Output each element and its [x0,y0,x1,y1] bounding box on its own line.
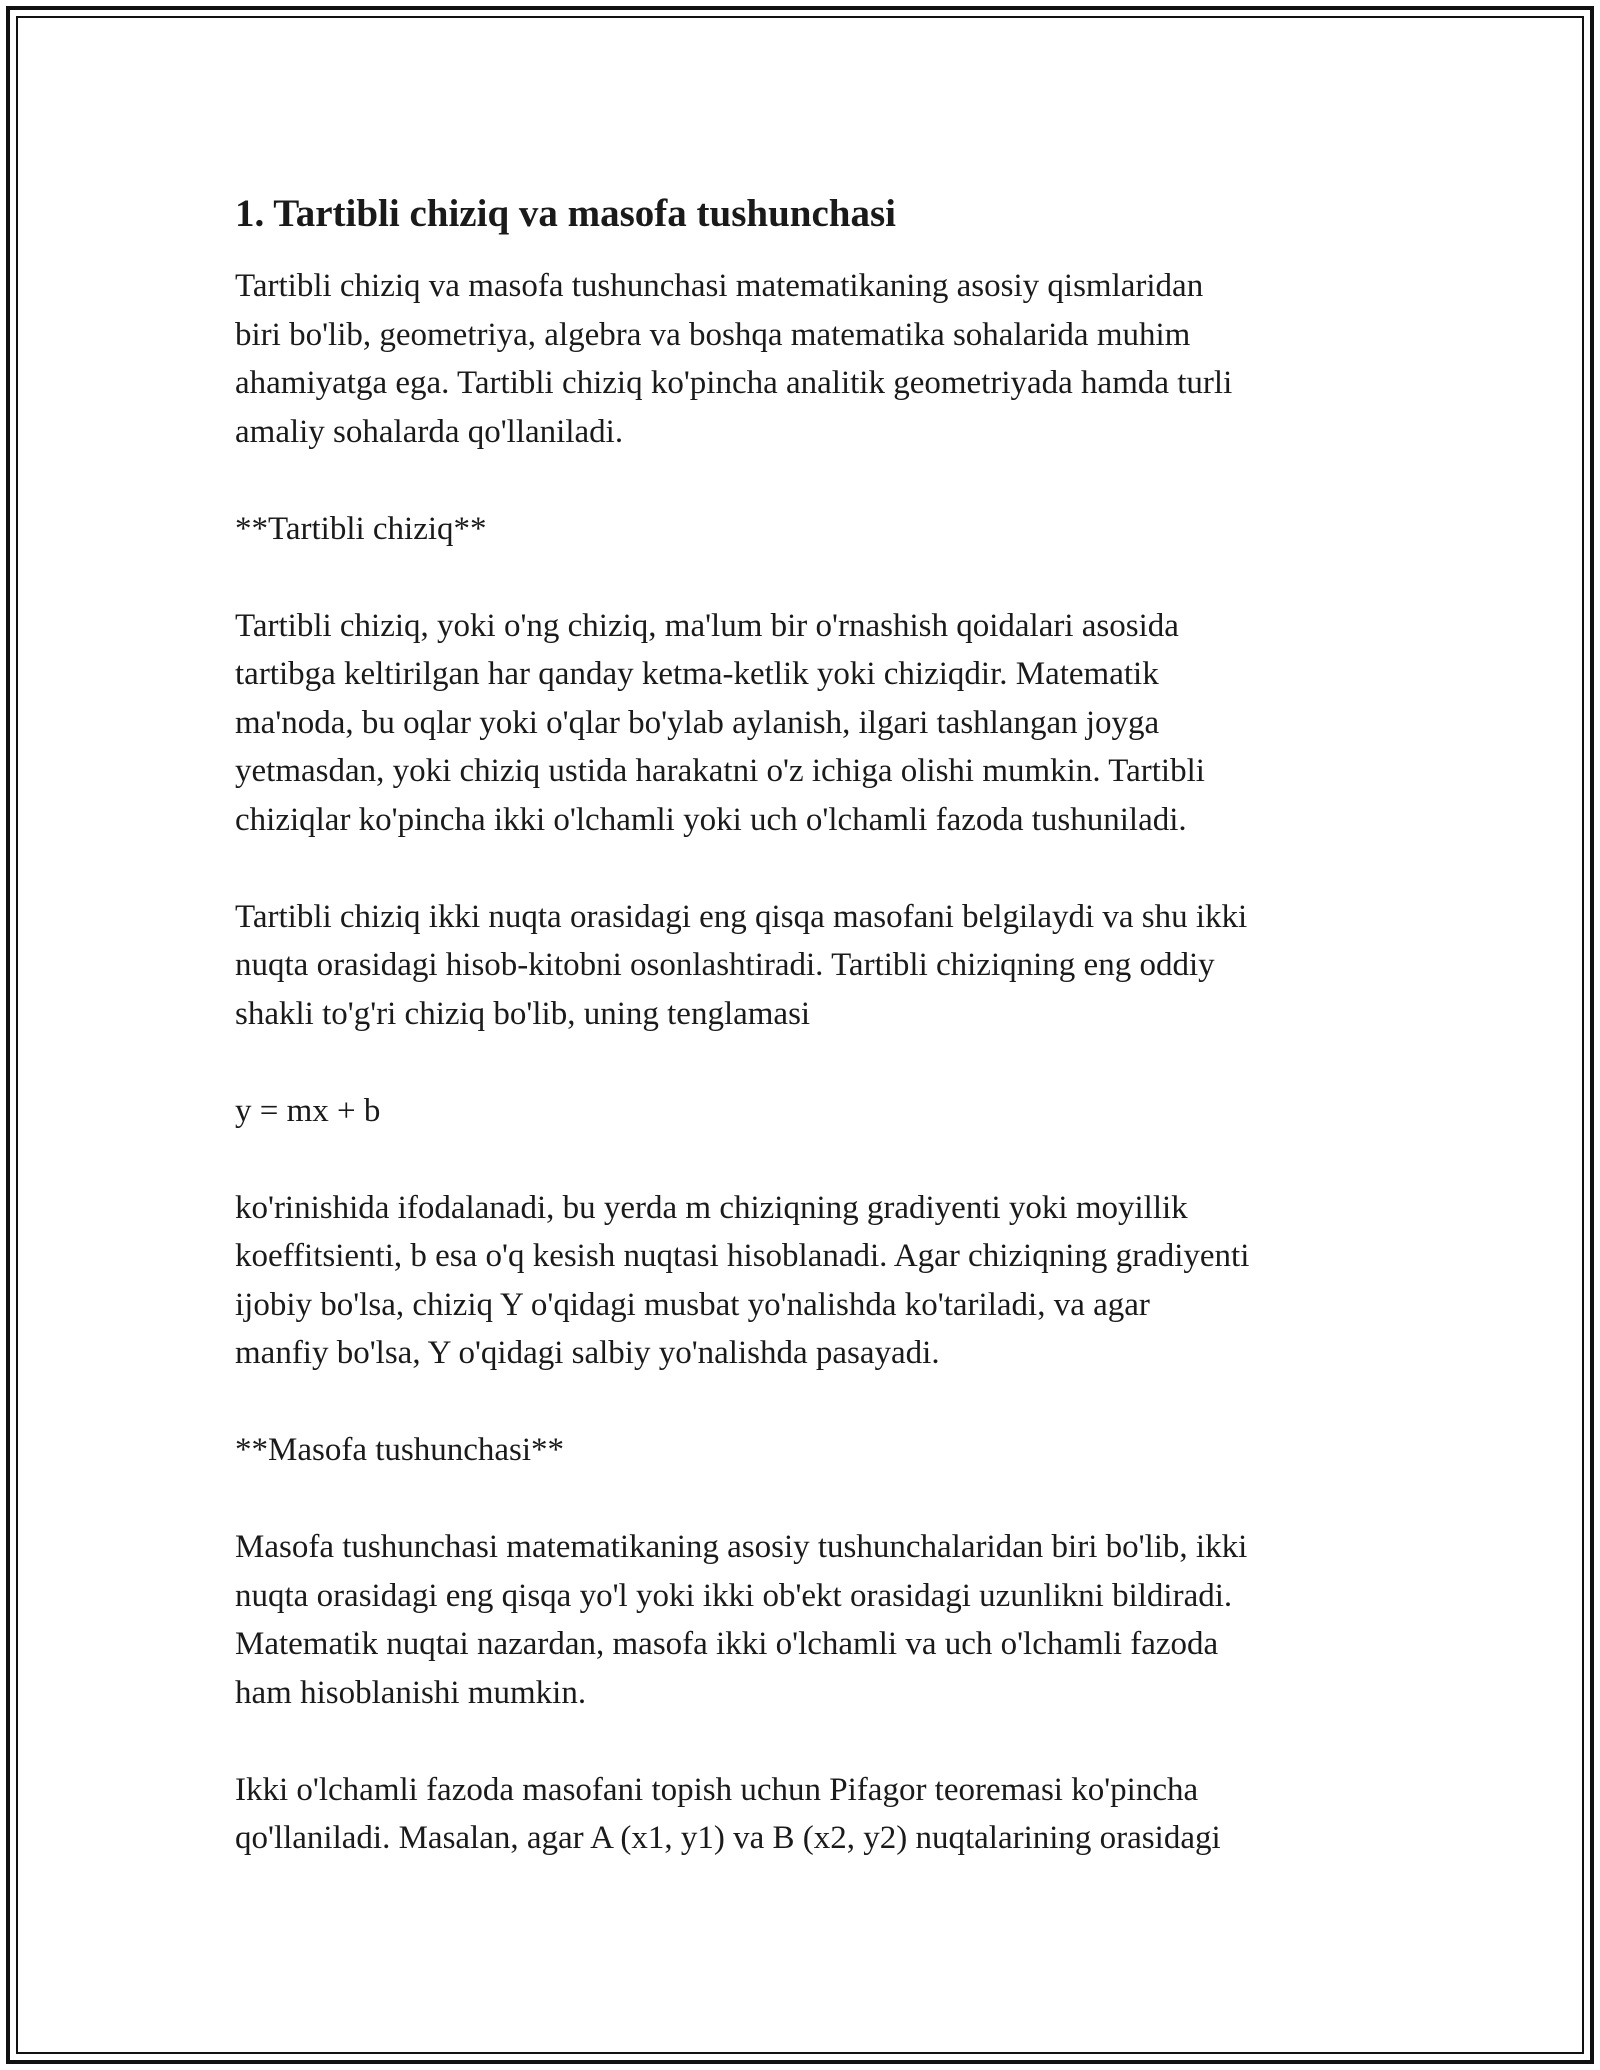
paragraph-distance-concept [235,1523,1385,1717]
text-line: yetmasdan, yoki chiziq ustida harakatni o'z ichiga olishi mumkin. Tartibli [235,753,1205,789]
text-line: **Tartibli chiziq** [235,510,487,547]
equation-line [235,1087,1385,1136]
text-line: chiziqlar ko'pincha ikki o'lchamli yoki uch o'lchamli fazoda tushuniladi. [235,801,1187,838]
text-line: manfiy bo'lsa, Y o'qidagi salbiy yo'nalishda pasayadi. [235,1335,940,1371]
paragraph-gap [235,1717,1385,1766]
text-line: Masofa tushunchasi matematikaning asosiy tushunchalaridan biri bo'lib, ikki [235,1529,1248,1565]
text-line: Tartibli chiziq, yoki o'ng chiziq, ma'lum bir o'rnashish qoidalari asosida [235,607,1179,644]
paragraph-pythagoras [235,1766,1385,1863]
paragraph-gap [235,1378,1385,1427]
text-line: ahamiyatga ega. Tartibli chiziq ko'pincha analitik geometriyada hamda turli [235,365,1233,401]
text-line: Tartibli chiziq ikki nuqta orasidagi eng qisqa masofani belgilaydi va shu ikki [235,898,1248,935]
text-line: shakli to'g'ri chiziq bo'lib, uning tenglamasi [235,995,811,1032]
document-body [235,186,1385,1863]
subheading-masofa-tushunchasi [235,1426,1385,1475]
subheading-tartibli-chiziq [235,505,1385,554]
text-line: ko'rinishida ifodalanadi, bu yerda m chiziqning gradiyenti yoki moyillik [235,1189,1188,1226]
text-line: Tartibli chiziq va masofa tushunchasi matematikaning asosiy qismlaridan [235,268,1204,304]
paragraph-intro [235,262,1385,456]
paragraph-gap [235,1475,1385,1524]
section-heading: 1. Tartibli chiziq va masofa tushunchasi [235,192,896,235]
text-line: ma'noda, bu oqlar yoki o'qlar bo'ylab aylanish, ilgari tashlangan joyga [235,704,1160,741]
text-line: nuqta orasidagi eng qisqa yo'l yoki ikki ob'ekt orasidagi uzunlikni bildiradi. [235,1577,1233,1614]
text-line: Matematik nuqtai nazardan, masofa ikki o'lchamli va uch o'lchamli fazoda [235,1626,1219,1662]
text-line: nuqta orasidagi hisob-kitobni osonlashtiradi. Tartibli chiziqning eng oddiy [235,947,1215,983]
paragraph-gap [235,456,1385,505]
paragraph-definition [235,602,1385,845]
equation-text: y = mx + b [235,1092,381,1129]
paragraph-gap [235,844,1385,893]
text-line: amaliy sohalarda qo'llaniladi. [235,413,624,450]
paragraph-gradient [235,1184,1385,1378]
text-line: ham hisoblanishi mumkin. [235,1674,587,1711]
text-line: koeffitsienti, b esa o'q kesish nuqtasi hisoblanadi. Agar chiziqning gradiyenti [235,1238,1250,1274]
paragraph-shortest-distance [235,893,1385,1039]
text-line: tartibga keltirilgan har qanday ketma-ketlik yoki chiziqdir. Matematik [235,656,1159,692]
text-line: ijobiy bo'lsa, chiziq Y o'qidagi musbat yo'nalishda ko'tariladi, va agar [235,1286,1150,1323]
paragraph-gap [235,1135,1385,1184]
text-line: Ikki o'lchamli fazoda masofani topish uchun Pifagor teoremasi ko'pincha [235,1771,1199,1808]
text-line: biri bo'lib, geometriya, algebra va boshqa matematika sohalarida muhim [235,316,1191,353]
paragraph-gap [235,1038,1385,1087]
text-line: qo'llaniladi. Masalan, agar A (x1, y1) va B (x2, y2) nuqtalarining orasidagi [235,1820,1221,1856]
text-line: **Masofa tushunchasi** [235,1432,565,1468]
paragraph-gap [235,553,1385,602]
